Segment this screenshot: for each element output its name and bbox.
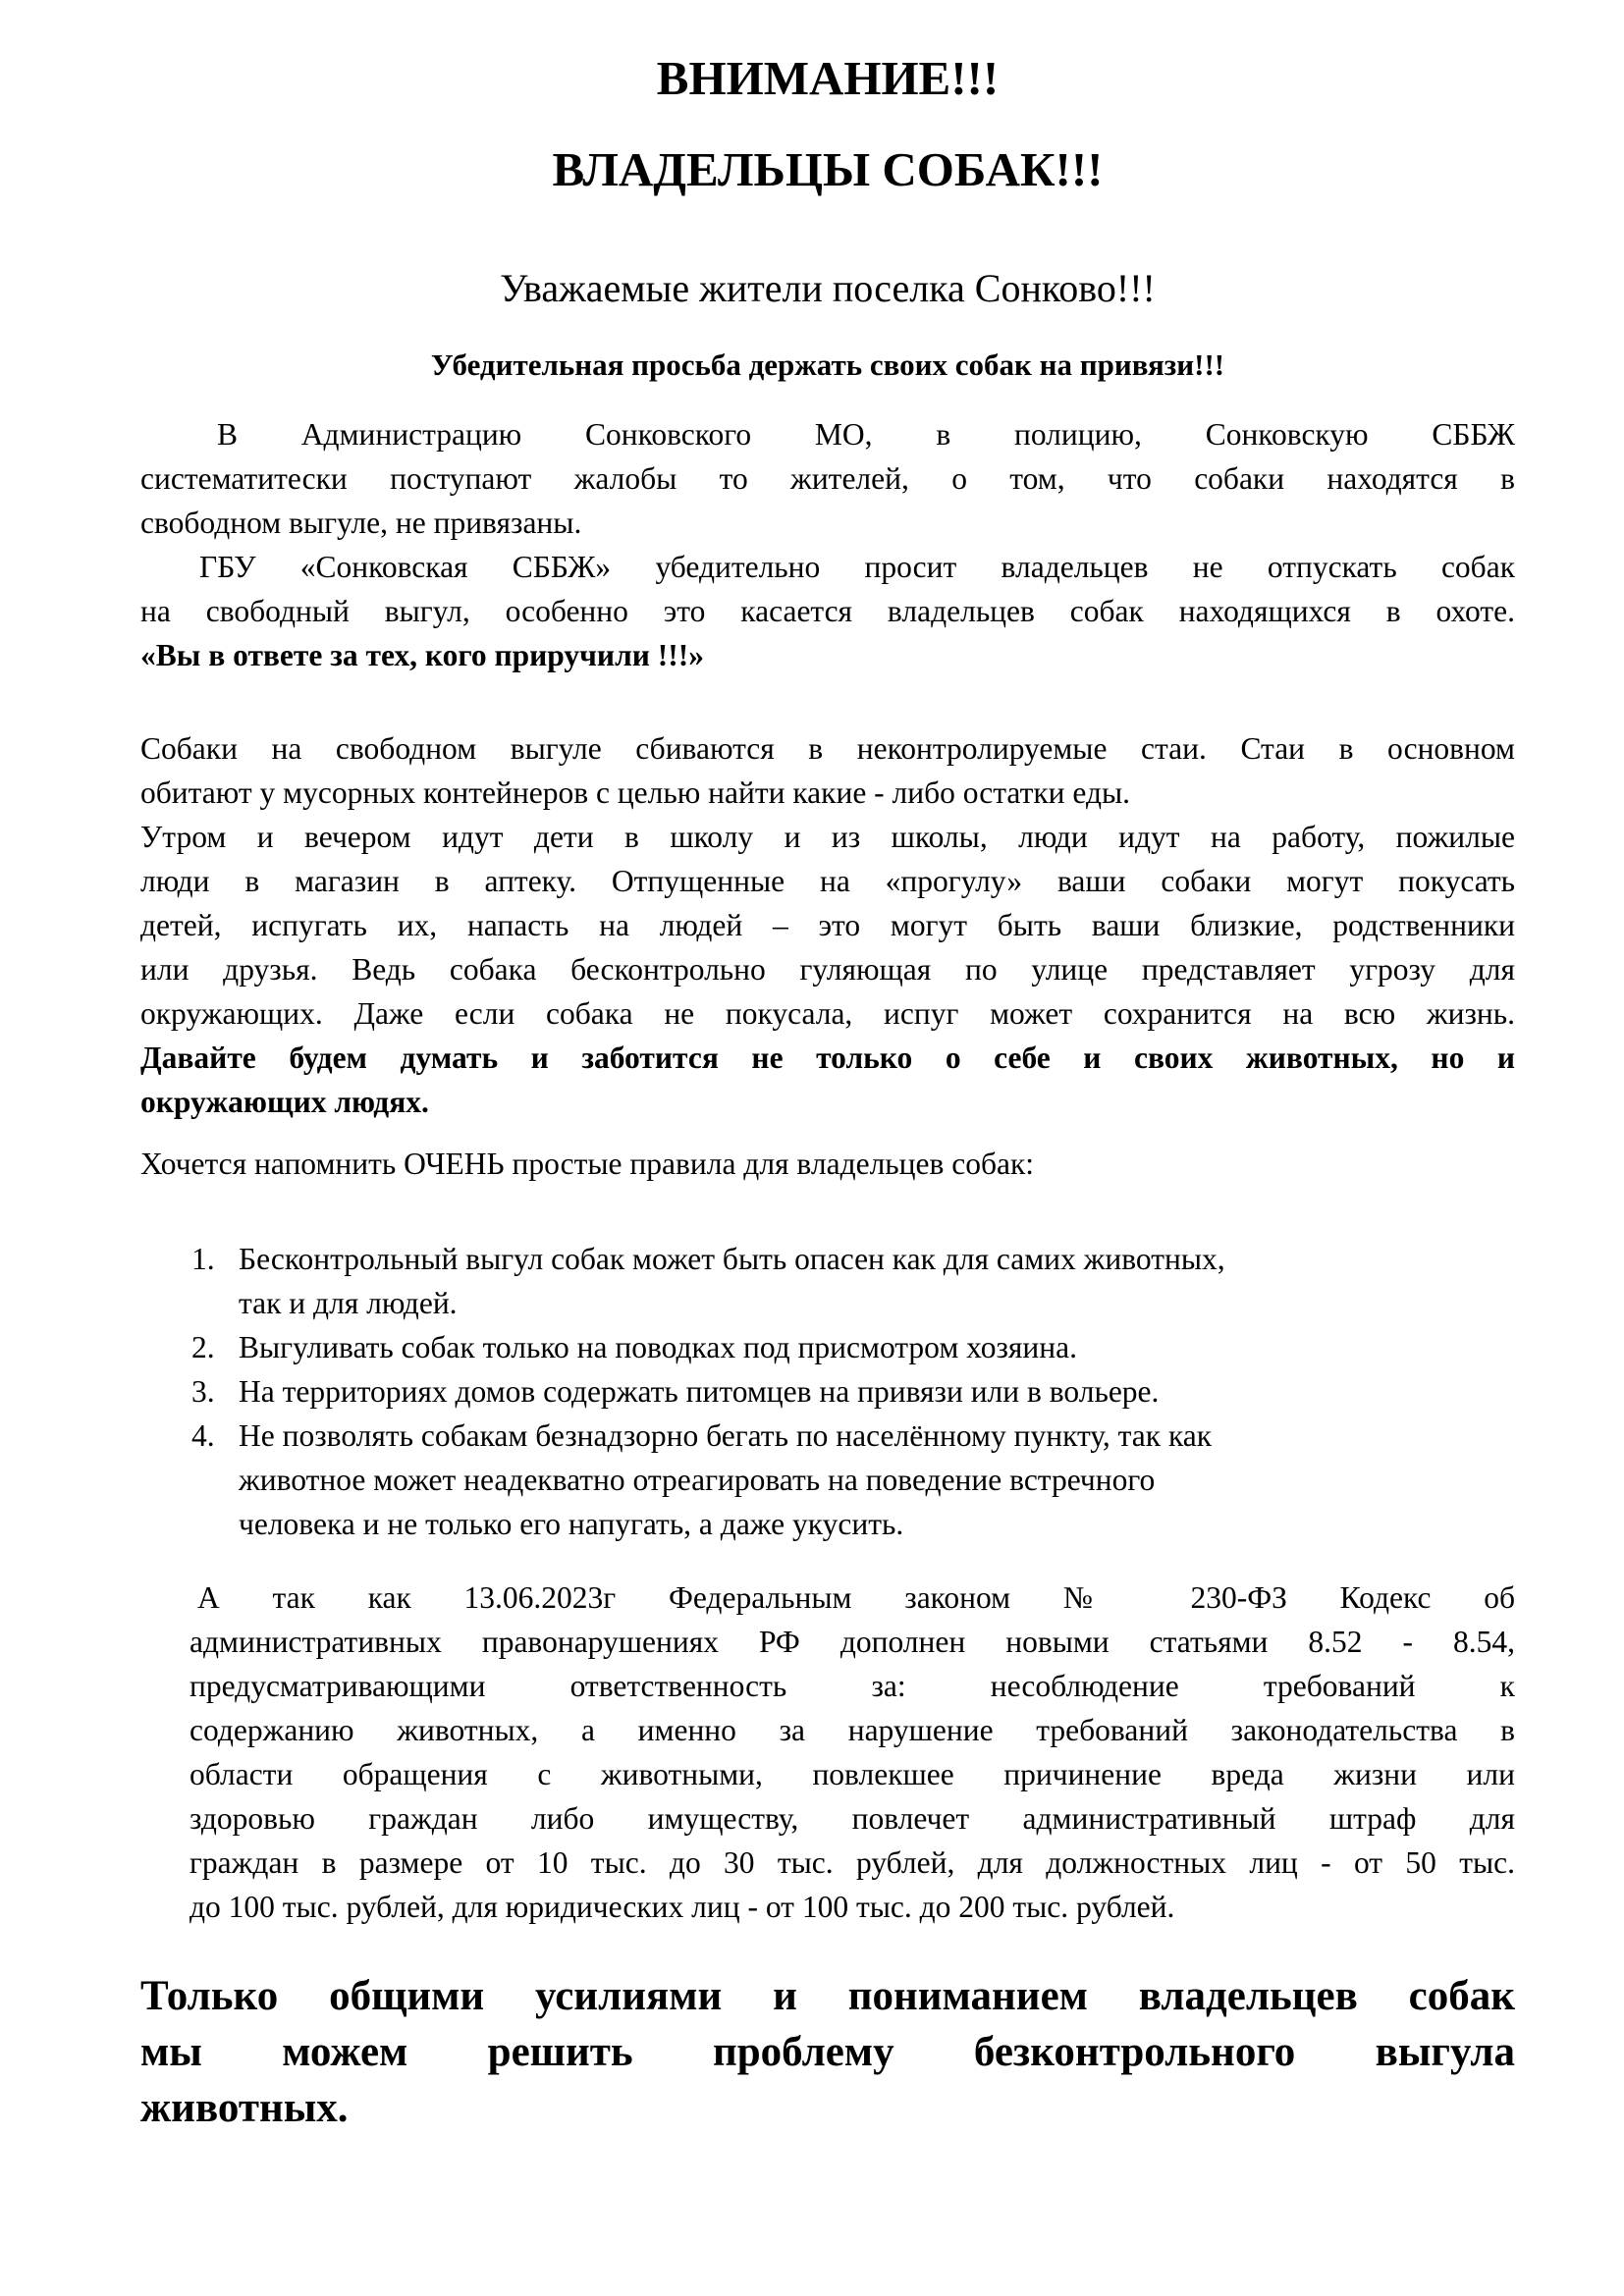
title-attention: ВНИМАНИЕ!!! — [656, 51, 1000, 105]
rule-item — [140, 1369, 1515, 1414]
request-heading: Убедительная просьба держать своих собак на привязи!!! — [430, 347, 1225, 382]
appeal-line: Давайте будем думать и заботится не только о себе и своих животных, но и — [140, 1041, 1515, 1075]
text-line: Не позволять собакам безнадзорно бегать по населённому пункту, так как — [239, 1418, 1213, 1453]
text-line: Собаки на свободном выгуле сбиваются в неконтролируемые стаи. Стаи в основном — [140, 731, 1515, 766]
text-line: так и для людей. — [239, 1286, 458, 1320]
rule-item — [140, 1237, 1515, 1325]
closing-line: животных. — [140, 2085, 349, 2131]
rule-number: 2. — [191, 1330, 215, 1364]
text-line: систематитески поступают жалобы то жителей, о том, что собаки находятся в — [140, 461, 1515, 496]
text-line: до 100 тыс. рублей, для юридических лиц - от 100 тыс. до 200 тыс. рублей. — [189, 1890, 1175, 1924]
text-line: животное может неадекватно отреагировать на поведение встречного — [239, 1463, 1156, 1497]
rule-item — [140, 1414, 1515, 1546]
text-line: административных правонарушениях РФ дополнен новыми статьями 8.52 - 8.54, — [189, 1625, 1515, 1659]
text-line: или друзья. Ведь собака бесконтрольно гуляющая по улице представляет угрозу для — [140, 952, 1515, 987]
text-line: граждан в размере от 10 тыс. до 30 тыс. рублей, для должностных лиц - от 50 тыс. — [189, 1845, 1515, 1880]
text-line: свободном выгуле, не привязаны. — [140, 506, 582, 540]
text-line: предусматривающими ответственность за: несоблюдение требований к — [189, 1669, 1515, 1703]
text-line: на свободный выгул, особенно это касается владельцев собак находящихся в охоте. — [140, 594, 1515, 628]
text-line: На территориях домов содержать питомцев на привязи или в вольере. — [239, 1374, 1160, 1409]
text-line: В Администрацию Сонковского МО, в полицию, Сонковскую СББЖ — [217, 417, 1515, 452]
text-line: Выгуливать собак только на поводках под присмотром хозяина. — [239, 1330, 1077, 1364]
text-line: детей, испугать их, напасть на людей – это могут быть ваши близкие, родственники — [140, 908, 1515, 942]
text-line: Бесконтрольный выгул собак может быть опасен как для самих животных, — [239, 1242, 1225, 1276]
greeting: Уважаемые жители поселка Сонково!!! — [500, 266, 1156, 310]
rule-number: 4. — [191, 1418, 215, 1453]
closing-line: Только общими усилиями и пониманием владельцев собак — [140, 1973, 1515, 2019]
text-line: окружающих. Даже если собака не покусала, испуг может сохранится на всю жизнь. — [140, 996, 1515, 1031]
rule-number: 3. — [191, 1374, 215, 1409]
closing-line: мы можем решить проблему безконтрольного выгула — [140, 2029, 1515, 2075]
rule-item — [140, 1325, 1515, 1369]
appeal-line: окружающих людях. — [140, 1085, 429, 1119]
law-paragraph — [189, 1575, 1515, 1929]
text-line: люди в магазин в аптеку. Отпущенные на «прогулу» ваши собаки могут покусать — [140, 864, 1515, 898]
intro-paragraph-2 — [140, 545, 1515, 677]
rules-list — [140, 1237, 1515, 1546]
slogan: «Вы в ответе за тех, кого приручили !!!» — [140, 638, 704, 672]
text-line: Утром и вечером идут дети в школу и из школы, люди идут на работу, пожилые — [140, 820, 1515, 854]
rules-intro — [140, 1142, 1515, 1186]
text-line: Хочется напомнить ОЧЕНЬ простые правила для владельцев собак: — [140, 1147, 1035, 1181]
intro-paragraph-1 — [140, 412, 1515, 545]
text-line: содержанию животных, а именно за нарушение требований законодательства в — [189, 1713, 1515, 1747]
closing-statement — [140, 1968, 1515, 2136]
text-line: обитают у мусорных контейнеров с целью найти какие - либо остатки еды. — [140, 775, 1131, 810]
title-dog-owners: ВЛАДЕЛЬЦЫ СОБАК!!! — [552, 142, 1104, 196]
rule-number: 1. — [191, 1242, 215, 1276]
text-line: области обращения с животными, повлекшее причинение вреда жизни или — [189, 1757, 1515, 1791]
text-line: ГБУ «Сонковская СББЖ» убедительно просит владельцев не отпускать собак — [199, 550, 1515, 584]
text-line: здоровью граждан либо имуществу, повлечет административный штраф для — [189, 1801, 1515, 1836]
body-paragraph — [140, 726, 1515, 1124]
text-line: А так как 13.06.2023г Федеральным законом № 230-ФЗ Кодекс об — [197, 1580, 1515, 1615]
text-line: человека и не только его напугать, а даже укусить. — [239, 1507, 904, 1541]
